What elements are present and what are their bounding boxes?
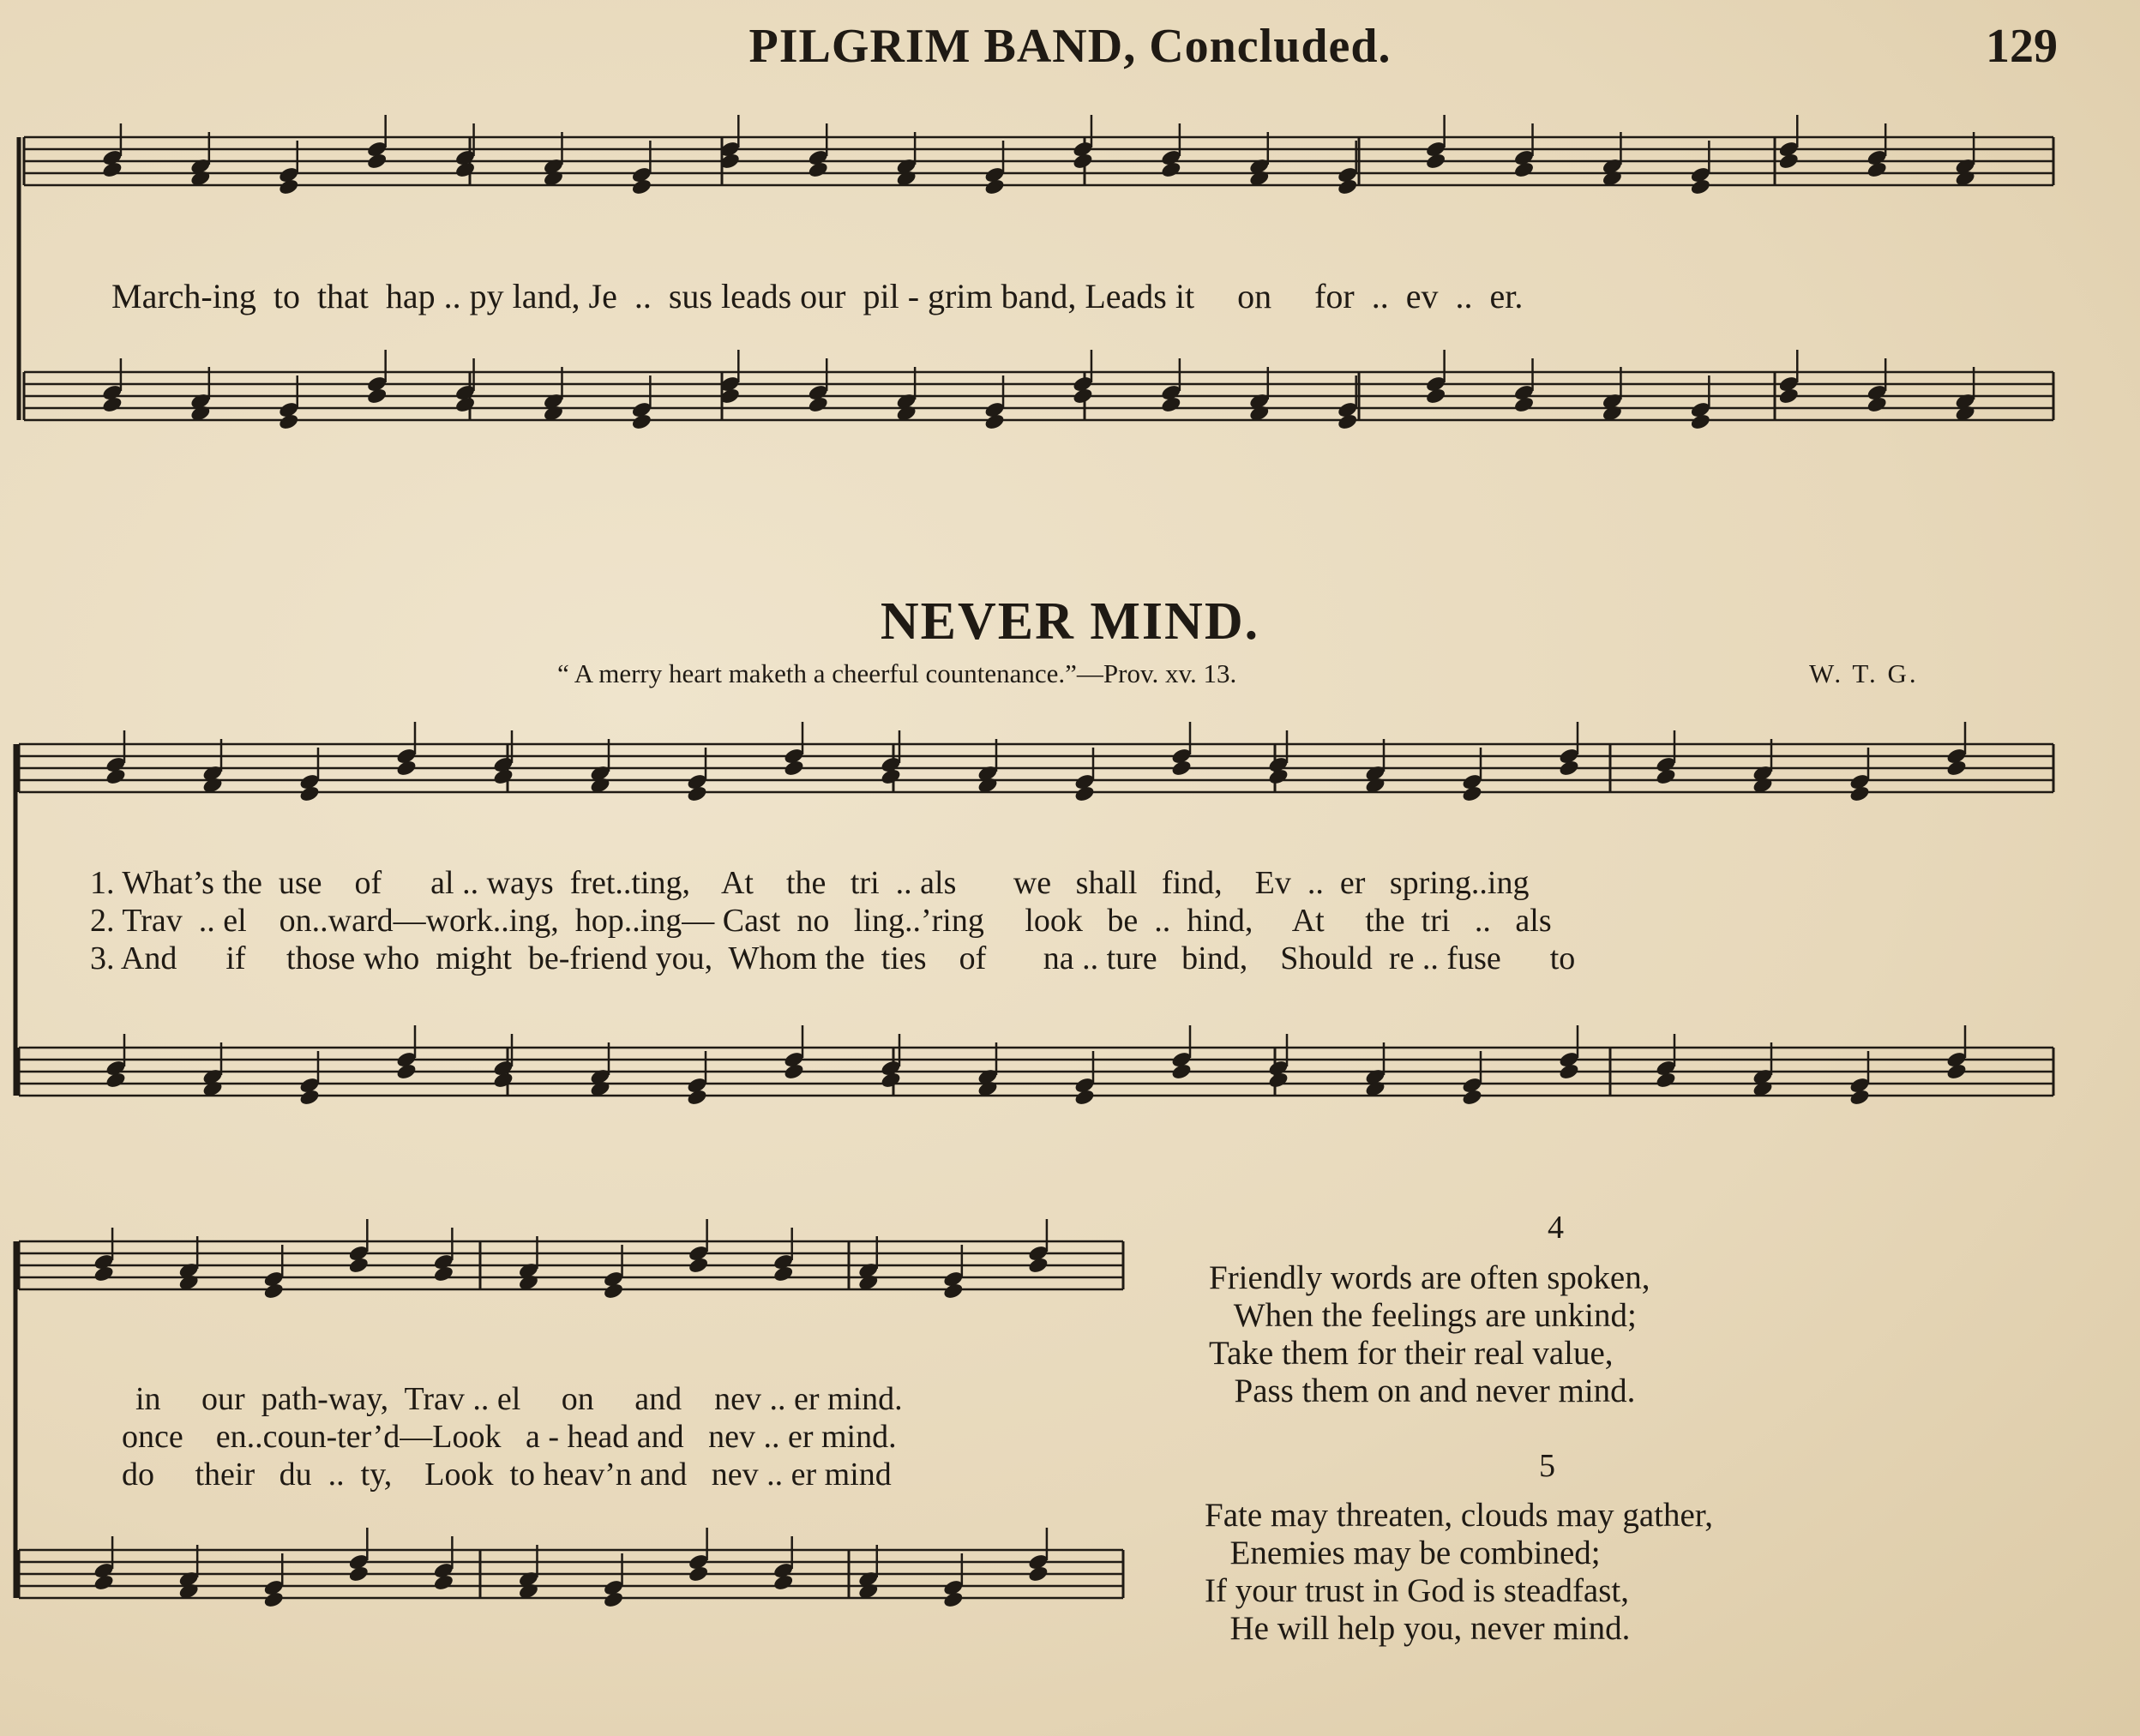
stanza-5-line: Enemies may be combined; <box>1213 1535 1601 1571</box>
verse-cont-line-2: once en..coun-ter’d—Look a - head and nev .. er mind. <box>122 1419 897 1455</box>
author-initials: W. T. G. <box>1809 658 1919 688</box>
verse-cont-line-1: in our path-way, Trav .. el on and nev .. er mind. <box>135 1381 903 1417</box>
stanza-4-line: Take them for their real value, <box>1209 1335 1614 1372</box>
epigraph: “ A merry heart maketh a cheerful countenance.”—Prov. xv. 13. <box>557 658 1237 688</box>
stanza-5-line: Fate may threaten, clouds may gather, <box>1205 1497 1713 1534</box>
stanza-number-4: 4 <box>1548 1210 1564 1246</box>
page-header-title: PILGRIM BAND, Concluded. <box>748 20 1392 73</box>
verse-line-2: 2. Trav .. el on..ward—work..ing, hop..ing— Cast no ling..’ring look be .. hind, At the tri .. als <box>90 903 1552 939</box>
pilgrim-band-lyrics: March-ing to that hap .. py land, Je .. sus leads our pil - grim band, Leads it on for .. ev .. er. <box>111 277 1524 315</box>
stanza-5-line: If your trust in God is steadfast, <box>1205 1572 1630 1609</box>
verse-line-1: 1. What’s the use of al .. ways fret..ting, At the tri .. als we shall find, Ev .. er spring..ing <box>90 865 1530 901</box>
stanza-4-line: Pass them on and never mind. <box>1217 1373 1636 1409</box>
page-number: 129 <box>1986 20 2058 73</box>
stanza-5-line: He will help you, never mind. <box>1213 1610 1631 1647</box>
stanza-4-line: Friendly words are often spoken, <box>1209 1259 1650 1296</box>
song-title: NEVER MIND. <box>880 592 1260 651</box>
verse-line-3: 3. And if those who might be-friend you, Whom the ties of na .. ture bind, Should re .. fuse to <box>90 940 1576 976</box>
verse-cont-line-3: do their du .. ty, Look to heav’n and nev .. er mind <box>122 1457 892 1493</box>
stanza-4-line: When the feelings are unkind; <box>1217 1297 1637 1334</box>
stanza-number-5: 5 <box>1539 1448 1555 1484</box>
